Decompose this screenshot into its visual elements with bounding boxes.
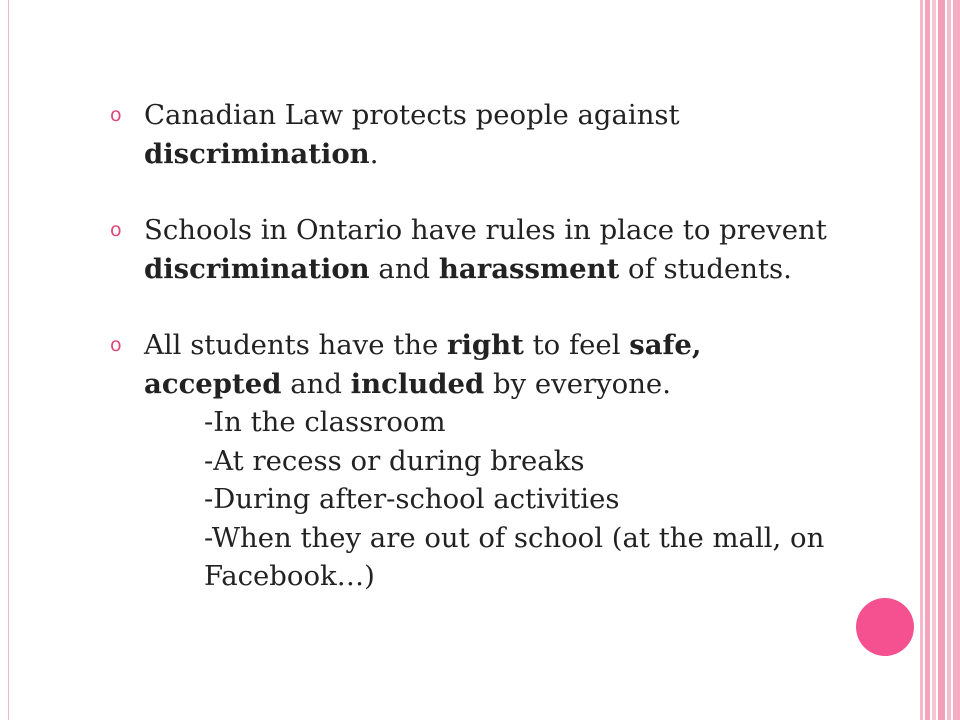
slide-body bbox=[110, 96, 830, 634]
bold-text-run: right bbox=[447, 329, 524, 361]
sub-list-item: -At recess or during breaks bbox=[204, 444, 585, 477]
text-run: to feel bbox=[523, 329, 630, 361]
decorative-stripe bbox=[953, 0, 960, 720]
decorative-stripe bbox=[932, 0, 936, 720]
bold-text-run: safe, accepted bbox=[144, 329, 702, 400]
bullet-marker-icon: o bbox=[110, 104, 122, 126]
decorative-stripe bbox=[947, 0, 951, 720]
bold-text-run: discrimination bbox=[144, 252, 370, 285]
bullet-item bbox=[110, 326, 830, 596]
text-run: of students. bbox=[619, 252, 792, 285]
text-run: and bbox=[281, 367, 351, 400]
bullet-text bbox=[144, 214, 827, 285]
text-run: . bbox=[369, 137, 379, 170]
bold-text-run: included bbox=[350, 367, 485, 400]
decorative-stripe bbox=[925, 0, 930, 720]
bold-text-run: harassment bbox=[438, 252, 620, 285]
text-run: and bbox=[369, 252, 439, 285]
bullet-item bbox=[110, 211, 830, 288]
text-run: Schools in Ontario have rules in place to prevent bbox=[144, 214, 827, 246]
decorative-stripe bbox=[920, 0, 923, 720]
text-run: Canadian Law protects people against bbox=[144, 99, 680, 131]
bullet-marker-icon: o bbox=[110, 334, 122, 356]
decorative-stripe bbox=[938, 0, 945, 720]
sub-list-item: -When they are out of school (at the mall, on Facebook…) bbox=[204, 521, 825, 592]
sub-list-item: -During after-school activities bbox=[204, 483, 620, 515]
bullet-text bbox=[144, 329, 701, 400]
bullet-text bbox=[144, 99, 680, 170]
bullet-marker-icon: o bbox=[110, 219, 122, 241]
sub-list-item: -In the classroom bbox=[204, 406, 446, 438]
bullet-item bbox=[110, 96, 830, 173]
sub-list bbox=[144, 403, 830, 596]
text-run: by everyone. bbox=[484, 367, 671, 400]
text-run: All students have the bbox=[144, 329, 447, 361]
pink-circle-decoration bbox=[856, 598, 914, 656]
bold-text-run: discrimination bbox=[144, 137, 370, 170]
